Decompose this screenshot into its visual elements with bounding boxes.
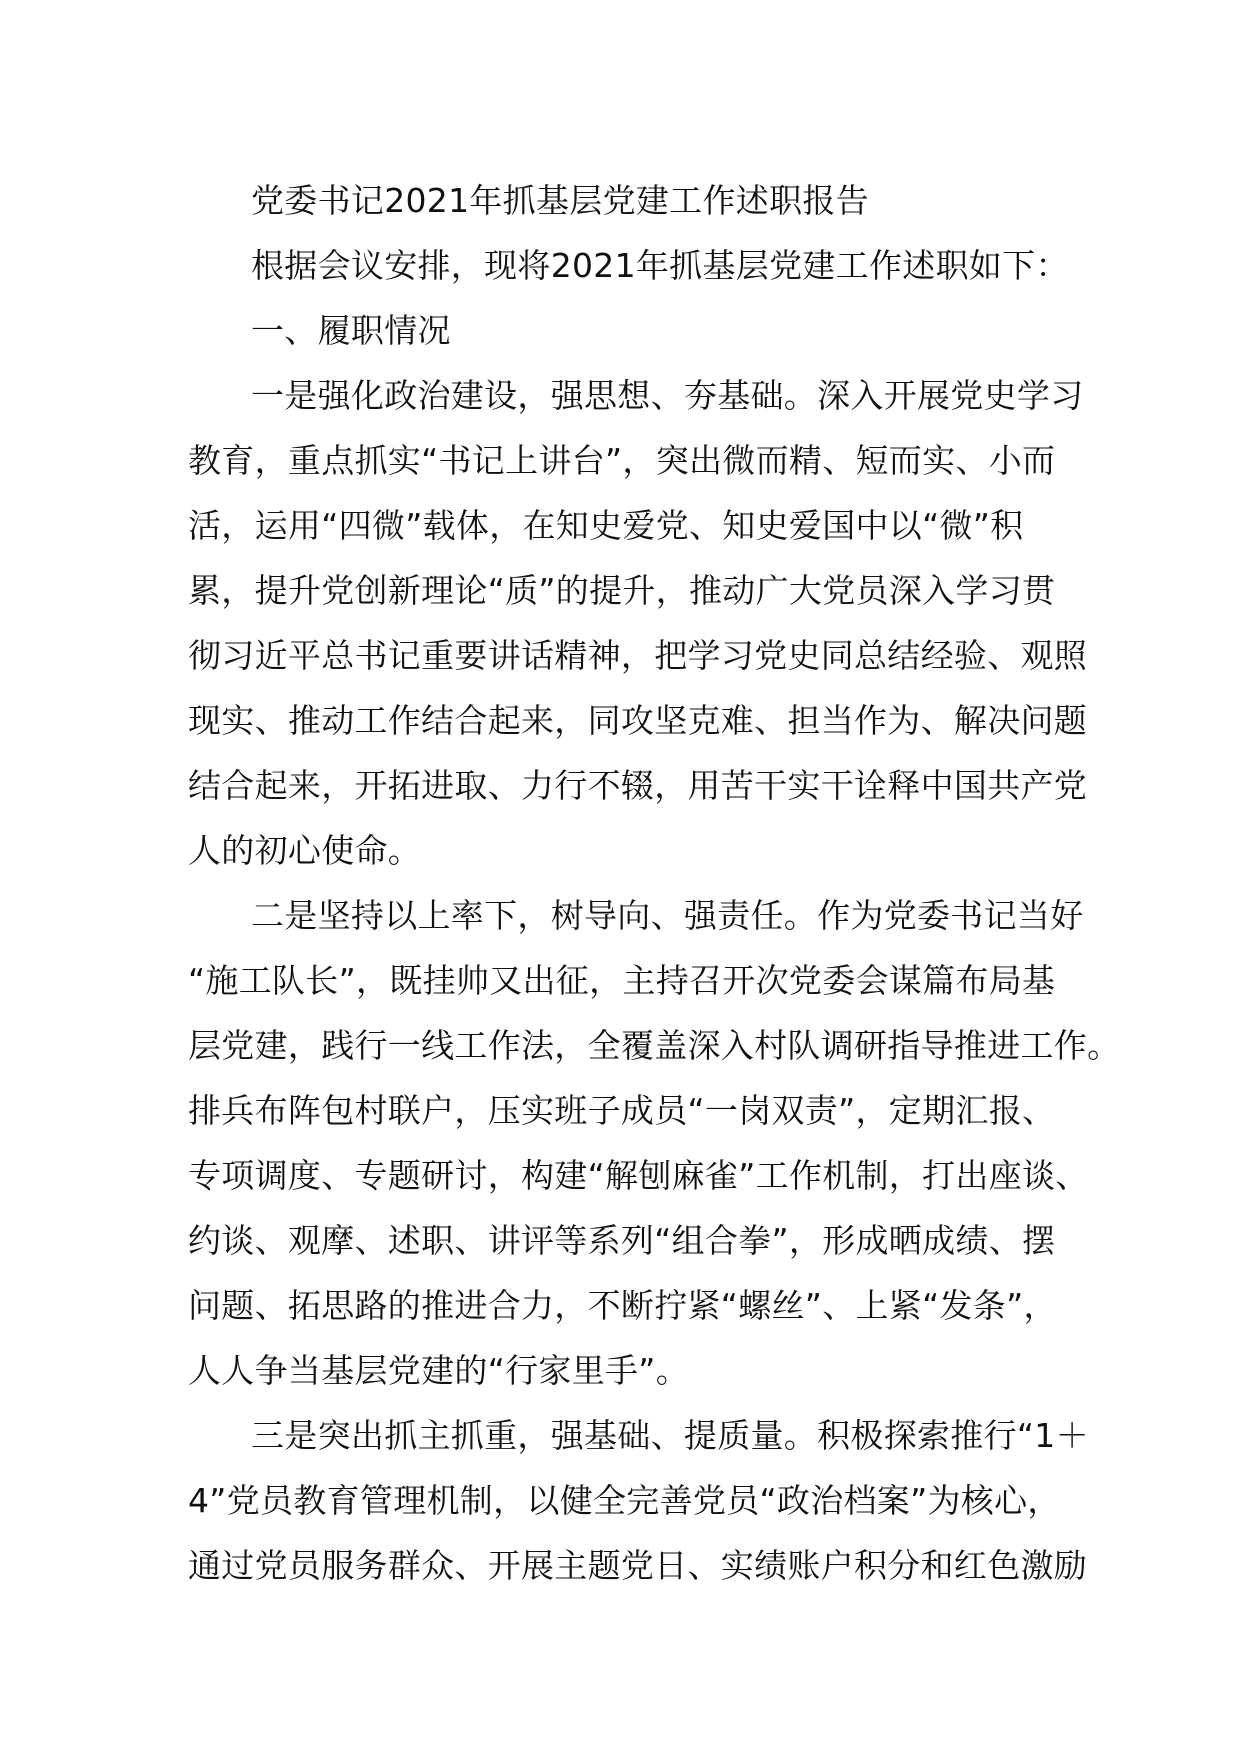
paragraph-2-line: 层党建，践行一线工作法，全覆盖深入村队调研指导推进工作。 (188, 1026, 1121, 1065)
paragraph-2-line: 约谈、观摩、述职、讲评等系列“组合拳”，形成晒成绩、摆 (188, 1221, 1056, 1260)
paragraph-1-line: 结合起来，开拓进取、力行不辍，用苦干实干诠释中国共产党 (188, 766, 1088, 805)
paragraph-1-line: 人的初心使命。 (188, 831, 422, 870)
paragraph-2-line: 排兵布阵包村联户，压实班子成员“一岗双责”，定期汇报、 (188, 1091, 1056, 1130)
paragraph-3-line: 通过党员服务群众、开展主题党日、实绩账户积分和红色激励 (188, 1546, 1088, 1585)
intro-paragraph: 根据会议安排，现将2021年抓基层党建工作述职如下： (251, 246, 1069, 285)
paragraph-2-line: 专项调度、专题研讨，构建“解刨麻雀”工作机制，打出座谈、 (188, 1156, 1089, 1195)
paragraph-1-line: 教育，重点抓实“书记上讲台”，突出微而精、短而实、小而 (188, 441, 1056, 480)
paragraph-3-line: 三是突出抓主抓重，强基础、提质量。积极探索推行“1＋ (251, 1416, 1089, 1455)
paragraph-1-line: 累，提升党创新理论“质”的提升，推动广大党员深入学习贯 (188, 571, 1056, 610)
paragraph-2-line: 问题、拓思路的推进合力，不断拧紧“螺丝”、上紧“发条”， (188, 1286, 1057, 1325)
document-title: 党委书记2021年抓基层党建工作述职报告 (251, 181, 869, 220)
paragraph-2-line: “施工队长”，既挂帅又出征，主持召开次党委会谋篇布局基 (188, 961, 1056, 1000)
section-heading: 一、履职情况 (251, 311, 451, 350)
paragraph-2-line: 人人争当基层党建的“行家里手”。 (188, 1351, 689, 1390)
paragraph-2-line: 二是坚持以上率下，树导向、强责任。作为党委书记当好 (251, 896, 1084, 935)
paragraph-1-line: 活，运用“四微”载体，在知史爱党、知史爱国中以“微”积 (188, 506, 1024, 545)
paragraph-1-line: 现实、推动工作结合起来，同攻坚克难、担当作为、解决问题 (188, 701, 1088, 740)
paragraph-1-line: 彻习近平总书记重要讲话精神，把学习党史同总结经验、观照 (188, 636, 1088, 675)
paragraph-1-line: 一是强化政治建设，强思想、夯基础。深入开展党史学习 (251, 376, 1084, 415)
paragraph-3-line: 4”党员教育管理机制，以健全完善党员“政治档案”为核心， (188, 1481, 1061, 1520)
report-body (188, 168, 1121, 1598)
